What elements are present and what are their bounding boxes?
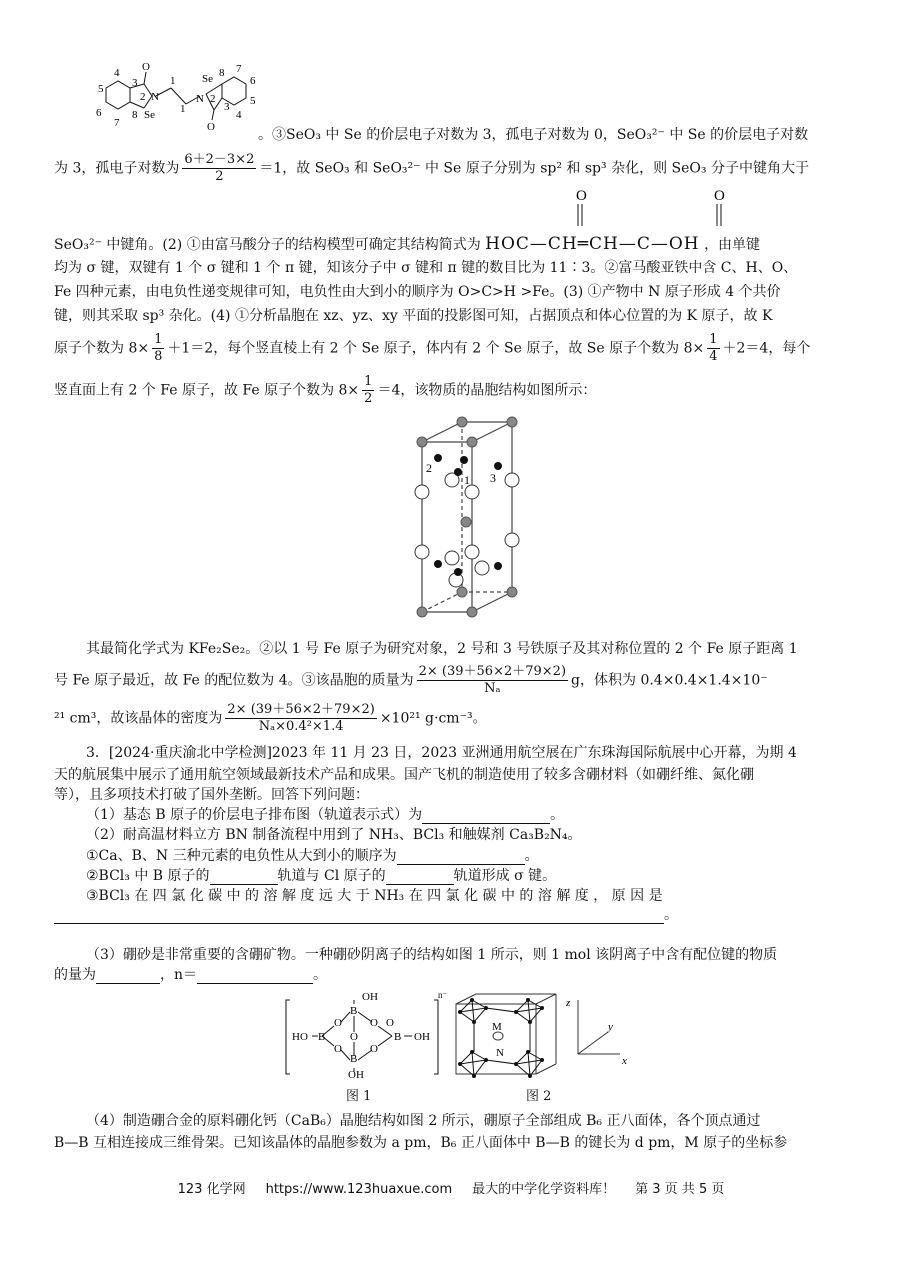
- atom-label: N: [496, 1047, 504, 1059]
- question-text: [54, 966, 327, 984]
- question-text: 天的航展集中展示了通用航空领域最新技术产品和成果。国产飞机的制造使用了较多含硼材料（如硼纤维、氮化硼: [54, 767, 754, 783]
- atom-label: N: [196, 93, 204, 105]
- text-line: 其最简化学式为 KFe₂Se₂。②以 1 号 Fe 原子为研究对象，2 号和 3 号铁原子及其对称位置的 2 个 Fe 原子距离 1: [86, 641, 798, 657]
- atom-label: OH: [348, 1069, 364, 1081]
- molecule-structure: [86, 58, 286, 138]
- footer-slogan: 最大的中学化学资料库！: [472, 1182, 616, 1197]
- atom-label: 7: [114, 117, 120, 129]
- atom-label: M: [492, 1021, 502, 1033]
- atom-label: 6: [250, 75, 256, 87]
- text-span: 。: [313, 967, 328, 983]
- text-span: ①Ca、B、N 三种元素的电负性从大到小的顺序为: [86, 848, 397, 864]
- question-text: B—B 互相连接成三维骨架。已知该晶体的晶胞参数为 a pm，B₆ 正八面体中 B—B 的键长为 d pm，M 原子的坐标参: [54, 1135, 788, 1151]
- frac-den: Nₐ: [484, 681, 501, 696]
- atom-label: 4: [236, 109, 242, 121]
- atom-label: Se: [144, 109, 155, 121]
- atom-label: B: [350, 1005, 358, 1017]
- frac-num: 6＋2－3×2: [184, 152, 255, 167]
- atom-label: OH: [362, 991, 378, 1003]
- frac-num: 1: [709, 332, 718, 347]
- atom-label: 3: [224, 101, 230, 113]
- fraction: [152, 332, 164, 365]
- atom-label: 2: [140, 91, 146, 103]
- answer-blank[interactable]: [210, 870, 278, 885]
- frac-den: 2: [364, 391, 373, 406]
- axis-label: x: [622, 1055, 627, 1067]
- text-span: ，n＝: [160, 967, 198, 983]
- atom-label: 1: [180, 103, 186, 115]
- text-span: 轨道形成 σ 键。: [453, 868, 557, 884]
- atom-label: 5: [98, 83, 104, 95]
- question-text: （2）耐高温材料立方 BN 制备流程中用到了 NH₃、BCl₃ 和触媒剂 Ca₃B₂N₄。: [86, 827, 582, 843]
- text-span: 原子个数为 8×: [54, 340, 150, 357]
- atom-label: OH: [414, 1031, 430, 1043]
- atom-label: 5: [250, 95, 256, 107]
- text-line: Fe 四种元素，由电负性递变规律可知，电负性由大到小的顺序为 O>C>H >Fe。(3) ①产物中 N 原子形成 4 个共价: [54, 284, 781, 300]
- answer-blank[interactable]: [386, 870, 454, 885]
- text-span: g，体积为 0.4×0.4×1.4×10⁻: [571, 672, 768, 689]
- page-footer: [0, 1178, 902, 1197]
- atom-label: O: [370, 1043, 378, 1055]
- formula: HOC—CH═CH—C—OH: [485, 234, 700, 254]
- text-span: ×10²¹ g·cm⁻³。: [379, 710, 487, 727]
- answer-blank[interactable]: [397, 850, 525, 865]
- frac-num: 2× (39＋56×2＋79×2): [418, 664, 567, 679]
- fraction: [225, 702, 376, 735]
- text-span: SeO₃²⁻ 中键角。(2) ①由富马酸分子的结构模型可确定其结构简式为: [54, 237, 481, 253]
- atom-label: O: [386, 1017, 394, 1029]
- fraction: [182, 152, 256, 185]
- atom-label: HO: [292, 1031, 308, 1043]
- frac-num: 1: [364, 374, 373, 389]
- page-number: 第 3 页 共 5 页: [635, 1182, 725, 1197]
- text-line: 键，则其采取 sp³ 杂化。(4) ①分析晶胞在 xz、yz、xy 平面的投影图可知，占据顶点和体心位置的为 K 原子，故 K: [54, 308, 773, 324]
- atom-label: O: [334, 1017, 342, 1029]
- frac-den: 8: [154, 349, 163, 364]
- footer-site: 123 化学网: [177, 1182, 246, 1197]
- atom-label: O: [142, 61, 150, 73]
- question-text: [86, 867, 556, 885]
- answer-blank[interactable]: [96, 969, 160, 984]
- text-span: ＝1，故 SeO₃ 和 SeO₃²⁻ 中 Se 原子分别为 sp² 和 sp³ 杂化，则 SeO₃ 分子中键角大于: [259, 160, 809, 177]
- atom-label: 6: [96, 107, 102, 119]
- text-span: ＋1＝2，每个竖直棱上有 2 个 Se 原子，体内有 2 个 Se 原子，故 Se 原子个数为 8×: [167, 340, 705, 357]
- charge-label: n⁻: [438, 990, 448, 1000]
- figure-caption: 图 2: [526, 1089, 552, 1104]
- atom-label: 3: [132, 77, 138, 89]
- text-line: [54, 152, 809, 185]
- axis-label: z: [566, 997, 571, 1009]
- text-line: [54, 332, 810, 365]
- figure-2-cab6-cell: [446, 990, 646, 1088]
- atom-label: O: [370, 1017, 378, 1029]
- answer-blank[interactable]: [422, 809, 550, 824]
- atom-label: N: [151, 91, 159, 103]
- atom-number-label: 3: [490, 471, 496, 485]
- footer-url[interactable]: https://www.123huaxue.com: [265, 1182, 453, 1197]
- text-span: ②BCl₃ 中 B 原子的: [86, 868, 210, 884]
- fraction: [707, 332, 719, 365]
- fraction: [417, 664, 568, 697]
- text-span: ，由单键: [704, 237, 761, 253]
- question-text: 等），且多项技术打破了国外垄断。回答下列问题：: [54, 787, 369, 803]
- atom-label: 2: [210, 93, 216, 105]
- atom-label: B: [350, 1053, 358, 1065]
- figure-1-borate-anion: [286, 990, 446, 1080]
- crystal-cell-figure: [400, 410, 530, 630]
- question-text: [86, 806, 564, 824]
- question-text: [86, 847, 539, 865]
- frac-den: Nₐ×0.4²×1.4: [258, 719, 344, 734]
- question-text: [54, 906, 678, 924]
- atom-number-label: 2: [426, 461, 432, 475]
- atom-label: 8: [219, 67, 225, 79]
- text-span: 轨道与 Cl 原子的: [277, 868, 386, 884]
- axis-label: y: [608, 1021, 613, 1033]
- atom-label: B: [318, 1031, 326, 1043]
- text-span: 。: [524, 848, 539, 864]
- atom-o: O: [576, 188, 587, 204]
- atom-label: 7: [236, 63, 242, 75]
- text-line: [54, 664, 768, 697]
- text-span: 为 3，孤电子对数为: [54, 160, 180, 177]
- atom-o: O: [714, 188, 725, 204]
- answer-blank[interactable]: [54, 909, 664, 924]
- question-text: ③BCl₃ 在 四 氯 化 碳 中 的 溶 解 度 远 大 于 NH₃ 在 四 氯 化 碳 中 的 溶 解 度 ， 原 因 是: [86, 888, 663, 904]
- text-line: [54, 374, 596, 407]
- text-span: 竖直面上有 2 个 Fe 原子，故 Fe 原子个数为 8×: [54, 382, 360, 399]
- text-line: 均为 σ 键，双键有 1 个 σ 键和 1 个 π 键，知该分子中 σ 键和 π 键的数目比为 11∶3。②富马酸亚铁中含 C、H、O、: [54, 260, 798, 276]
- answer-blank[interactable]: [197, 969, 313, 984]
- text-span: 号 Fe 原子最近，故 Fe 的配位数为 4。③该晶胞的质量为: [54, 672, 414, 689]
- frac-num: 1: [154, 332, 163, 347]
- text-span: ²¹ cm³，故该晶体的密度为: [54, 710, 223, 727]
- fraction: [362, 374, 374, 407]
- frac-den: 2: [215, 169, 224, 184]
- question-text: （4）制造硼合金的原料硼化钙（CaB₆）晶胞结构如图 2 所示，硼原子全部组成 B₆ 正八面体，各个顶点通过: [86, 1113, 761, 1129]
- text-span: 。: [664, 907, 678, 923]
- frac-num: 2× (39＋56×2＋79×2): [227, 702, 375, 717]
- text-span: 的量为: [54, 967, 96, 983]
- text-span: ＋2＝4，每个: [722, 340, 811, 357]
- text-line: [54, 702, 487, 735]
- atom-label: O: [334, 1043, 342, 1055]
- atom-label: O: [207, 121, 215, 133]
- atom-label: Se: [202, 73, 213, 85]
- text-line: 。③SeO₃ 中 Se 的价层电子对数为 3，孤电子对数为 0，SeO₃²⁻ 中 Se 的价层电子对数: [258, 127, 809, 143]
- question-text: 3．[2024·重庆渝北中学检测]2023 年 11 月 23 日，2023 亚洲通用航空展在广东珠海国际航展中心开幕，为期 4: [86, 745, 797, 761]
- atom-label: B: [394, 1031, 402, 1043]
- text-span: ＝4，该物质的晶胞结构如图所示：: [377, 382, 597, 399]
- atom-label: O: [350, 1031, 358, 1043]
- figure-caption: 图 1: [346, 1089, 372, 1104]
- atom-label: 8: [132, 109, 138, 121]
- atom-label: 4: [114, 67, 120, 79]
- text-span: （1）基态 B 原子的价层电子排布图（轨道表示式）为: [86, 807, 423, 823]
- frac-den: 4: [709, 349, 718, 364]
- atom-number-label: 1: [464, 473, 470, 487]
- text-line: [54, 235, 760, 254]
- question-text: （3）硼砂是非常重要的含硼矿物。一种硼砂阴离子的结构如图 1 所示，则 1 mol 该阴离子中含有配位键的物质: [86, 947, 778, 963]
- text-span: 。: [550, 807, 565, 823]
- atom-label: 1: [170, 75, 176, 87]
